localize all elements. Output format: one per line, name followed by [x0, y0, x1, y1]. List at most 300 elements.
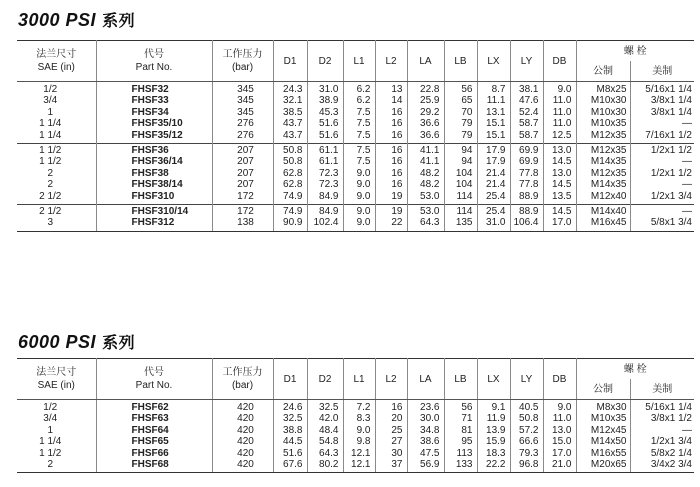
cell-imperial: —: [630, 156, 694, 167]
section-title-suffix: 系列: [96, 11, 136, 30]
table-row: [17, 191, 694, 205]
row-group: [17, 82, 694, 144]
cell-pressure: 420: [212, 459, 273, 473]
cell-lb: 114: [444, 191, 477, 205]
cell-imperial: 1/2x1 1/2: [630, 144, 694, 157]
cell-l1: 9.0: [343, 179, 375, 190]
cell-l1: 9.8: [343, 436, 375, 447]
header-l1: L1: [343, 41, 375, 82]
cell-pressure: 138: [212, 217, 273, 231]
cell-l1: 9.0: [343, 168, 375, 179]
header-pressure: [212, 359, 273, 400]
cell-lb: 70: [444, 107, 477, 118]
cell-size: 1/2: [17, 82, 96, 96]
cell-la: 64.3: [407, 217, 444, 231]
cell-pressure: 420: [212, 413, 273, 424]
header-size: [17, 41, 96, 82]
cell-d1: 67.6: [273, 459, 307, 473]
cell-part: FHSF36/14: [96, 156, 212, 167]
row-group: [17, 144, 694, 205]
table-row: [17, 130, 694, 144]
cell-la: 48.2: [407, 179, 444, 190]
table-row: [17, 107, 694, 118]
cell-lx: 11.9: [477, 413, 510, 424]
cell-lb: 56: [444, 82, 477, 96]
cell-la: 22.8: [407, 82, 444, 96]
cell-lb: 135: [444, 217, 477, 231]
cell-imperial: 1/2x1 3/4: [630, 436, 694, 447]
cell-d1: 24.3: [273, 82, 307, 96]
cell-imperial: —: [630, 118, 694, 129]
header-imperial: 美制: [630, 379, 694, 400]
cell-lx: 15.1: [477, 130, 510, 144]
section-title-6000: [18, 330, 135, 353]
header-d1: D1: [273, 41, 307, 82]
cell-imperial: 1/2x1 3/4: [630, 191, 694, 205]
cell-db: 11.0: [543, 95, 576, 106]
cell-part: FHSF38: [96, 168, 212, 179]
table-row: [17, 156, 694, 167]
cell-l2: 16: [375, 156, 407, 167]
cell-db: 11.0: [543, 107, 576, 118]
cell-pressure: 420: [212, 400, 273, 414]
cell-size: 2 1/2: [17, 205, 96, 218]
cell-d1: 50.8: [273, 156, 307, 167]
header-size: [17, 359, 96, 400]
cell-pressure: 172: [212, 191, 273, 205]
cell-d1: 24.6: [273, 400, 307, 414]
cell-l2: 14: [375, 95, 407, 106]
cell-metric: M8x30: [576, 400, 630, 414]
cell-metric: M16x55: [576, 448, 630, 459]
cell-lb: 81: [444, 425, 477, 436]
cell-size: 2: [17, 459, 96, 473]
cell-d2: 84.9: [307, 191, 343, 205]
cell-db: 13.0: [543, 425, 576, 436]
cell-l2: 16: [375, 400, 407, 414]
cell-ly: 88.9: [510, 205, 543, 218]
header-bolt: 螺 栓: [576, 41, 694, 62]
cell-lx: 17.9: [477, 156, 510, 167]
header-pressure-cn: 工作压力: [222, 367, 263, 378]
table-row: [17, 144, 694, 157]
header-pressure-en: (bar): [231, 62, 254, 73]
cell-d1: 38.8: [273, 425, 307, 436]
cell-lx: 15.1: [477, 118, 510, 129]
header-metric: 公制: [576, 61, 630, 82]
cell-lb: 104: [444, 168, 477, 179]
cell-la: 34.8: [407, 425, 444, 436]
cell-metric: M16x45: [576, 217, 630, 231]
cell-part: FHSF63: [96, 413, 212, 424]
cell-pressure: 420: [212, 436, 273, 447]
cell-pressure: 276: [212, 118, 273, 129]
cell-pressure: 420: [212, 425, 273, 436]
cell-d2: 54.8: [307, 436, 343, 447]
header-ly: LY: [510, 41, 543, 82]
cell-size: 2: [17, 168, 96, 179]
cell-part: FHSF62: [96, 400, 212, 414]
cell-pressure: 207: [212, 144, 273, 157]
cell-lb: 56: [444, 400, 477, 414]
cell-la: 53.0: [407, 191, 444, 205]
cell-imperial: 5/16x1 1/4: [630, 82, 694, 96]
cell-l1: 7.2: [343, 400, 375, 414]
header-la: LA: [407, 41, 444, 82]
cell-size: 1: [17, 425, 96, 436]
cell-ly: 77.8: [510, 179, 543, 190]
cell-l1: 9.0: [343, 425, 375, 436]
spec-table-6000-psi: [17, 358, 694, 473]
table-row: [17, 95, 694, 106]
cell-l1: 6.2: [343, 95, 375, 106]
cell-size: 1 1/2: [17, 156, 96, 167]
cell-imperial: 5/16x1 1/4: [630, 400, 694, 414]
header-db: DB: [543, 359, 576, 400]
cell-l2: 16: [375, 144, 407, 157]
cell-db: 11.0: [543, 118, 576, 129]
cell-db: 13.0: [543, 144, 576, 157]
cell-d2: 38.9: [307, 95, 343, 106]
table-row: [17, 118, 694, 129]
cell-d2: 32.5: [307, 400, 343, 414]
header-size-cn: 法兰尺寸: [36, 49, 77, 60]
cell-l2: 30: [375, 448, 407, 459]
header-bolt: 螺 栓: [576, 359, 694, 380]
cell-db: 14.5: [543, 179, 576, 190]
cell-pressure: 207: [212, 179, 273, 190]
cell-size: 2: [17, 179, 96, 190]
cell-part: FHSF32: [96, 82, 212, 96]
cell-lx: 13.9: [477, 425, 510, 436]
cell-d1: 74.9: [273, 191, 307, 205]
cell-la: 41.1: [407, 156, 444, 167]
cell-size: 1 1/2: [17, 144, 96, 157]
cell-d1: 90.9: [273, 217, 307, 231]
cell-part: FHSF34: [96, 107, 212, 118]
header-size-cn: 法兰尺寸: [36, 367, 77, 378]
header-part: [96, 359, 212, 400]
cell-l1: 7.5: [343, 156, 375, 167]
cell-l2: 27: [375, 436, 407, 447]
cell-part: FHSF33: [96, 95, 212, 106]
cell-l1: 7.5: [343, 144, 375, 157]
cell-d2: 51.6: [307, 118, 343, 129]
cell-ly: 50.8: [510, 413, 543, 424]
header-l1: L1: [343, 359, 375, 400]
header-d2: D2: [307, 359, 343, 400]
cell-db: 17.0: [543, 217, 576, 231]
header-size-en: SAE (in): [37, 380, 75, 391]
cell-db: 14.5: [543, 205, 576, 218]
header-ly: LY: [510, 359, 543, 400]
cell-ly: 47.6: [510, 95, 543, 106]
header-pressure-en: (bar): [231, 380, 254, 391]
cell-part: FHSF68: [96, 459, 212, 473]
cell-ly: 58.7: [510, 130, 543, 144]
cell-l2: 19: [375, 191, 407, 205]
spec-table-3000-psi: [17, 40, 694, 232]
header-part-cn: 代号: [144, 49, 164, 60]
cell-d2: 31.0: [307, 82, 343, 96]
cell-l1: 9.0: [343, 205, 375, 218]
cell-metric: M10x30: [576, 95, 630, 106]
table-row: [17, 205, 694, 218]
cell-l1: 7.5: [343, 107, 375, 118]
cell-part: FHSF35/12: [96, 130, 212, 144]
cell-d2: 42.0: [307, 413, 343, 424]
cell-db: 9.0: [543, 400, 576, 414]
cell-imperial: 7/16x1 1/2: [630, 130, 694, 144]
cell-ly: 106.4: [510, 217, 543, 231]
table-row: [17, 400, 694, 414]
cell-metric: M14x40: [576, 205, 630, 218]
cell-pressure: 345: [212, 95, 273, 106]
cell-db: 17.0: [543, 448, 576, 459]
cell-l1: 9.0: [343, 217, 375, 231]
cell-imperial: 3/8x1 1/4: [630, 95, 694, 106]
cell-imperial: —: [630, 425, 694, 436]
cell-imperial: —: [630, 205, 694, 218]
cell-l1: 7.5: [343, 118, 375, 129]
table-row: [17, 82, 694, 96]
cell-la: 36.6: [407, 130, 444, 144]
cell-la: 36.6: [407, 118, 444, 129]
cell-d1: 43.7: [273, 118, 307, 129]
header-lx: LX: [477, 359, 510, 400]
cell-imperial: —: [630, 179, 694, 190]
cell-l2: 13: [375, 82, 407, 96]
header-la: LA: [407, 359, 444, 400]
cell-size: 1: [17, 107, 96, 118]
cell-lx: 21.4: [477, 179, 510, 190]
cell-l2: 20: [375, 413, 407, 424]
header-l2: L2: [375, 41, 407, 82]
cell-size: 3/4: [17, 413, 96, 424]
cell-la: 53.0: [407, 205, 444, 218]
cell-l2: 16: [375, 130, 407, 144]
cell-size: 1 1/4: [17, 436, 96, 447]
cell-d2: 80.2: [307, 459, 343, 473]
cell-metric: M12x40: [576, 191, 630, 205]
cell-metric: M12x45: [576, 425, 630, 436]
cell-metric: M8x25: [576, 82, 630, 96]
cell-ly: 69.9: [510, 144, 543, 157]
row-group: [17, 400, 694, 473]
cell-d2: 48.4: [307, 425, 343, 436]
header-part-en: Part No.: [135, 380, 173, 391]
section-title-suffix: 系列: [96, 333, 136, 352]
cell-lb: 71: [444, 413, 477, 424]
cell-lb: 95: [444, 436, 477, 447]
cell-metric: M12x35: [576, 144, 630, 157]
cell-lb: 114: [444, 205, 477, 218]
cell-ly: 77.8: [510, 168, 543, 179]
cell-size: 2 1/2: [17, 191, 96, 205]
cell-db: 15.0: [543, 436, 576, 447]
section-title-main: 6000 PSI: [18, 332, 97, 352]
cell-part: FHSF66: [96, 448, 212, 459]
cell-pressure: 207: [212, 156, 273, 167]
cell-lb: 94: [444, 156, 477, 167]
cell-imperial: 3/8x1 1/4: [630, 107, 694, 118]
header-pressure: [212, 41, 273, 82]
cell-ly: 69.9: [510, 156, 543, 167]
header-l2: L2: [375, 359, 407, 400]
cell-db: 11.0: [543, 413, 576, 424]
cell-lx: 22.2: [477, 459, 510, 473]
header-d2: D2: [307, 41, 343, 82]
cell-metric: M10x30: [576, 107, 630, 118]
cell-l2: 16: [375, 168, 407, 179]
cell-lb: 79: [444, 118, 477, 129]
cell-pressure: 420: [212, 448, 273, 459]
cell-pressure: 345: [212, 107, 273, 118]
header-lb: LB: [444, 359, 477, 400]
section-title-3000: [18, 8, 135, 31]
cell-l2: 25: [375, 425, 407, 436]
cell-ly: 79.3: [510, 448, 543, 459]
cell-l2: 16: [375, 118, 407, 129]
cell-pressure: 276: [212, 130, 273, 144]
section-title-main: 3000 PSI: [18, 10, 97, 30]
cell-part: FHSF310: [96, 191, 212, 205]
header-lb: LB: [444, 41, 477, 82]
cell-db: 9.0: [543, 82, 576, 96]
cell-la: 29.2: [407, 107, 444, 118]
cell-l2: 19: [375, 205, 407, 218]
cell-lx: 25.4: [477, 191, 510, 205]
cell-l1: 9.0: [343, 191, 375, 205]
cell-ly: 52.4: [510, 107, 543, 118]
cell-l1: 12.1: [343, 448, 375, 459]
header-lx: LX: [477, 41, 510, 82]
cell-part: FHSF65: [96, 436, 212, 447]
cell-la: 56.9: [407, 459, 444, 473]
cell-ly: 88.9: [510, 191, 543, 205]
cell-la: 47.5: [407, 448, 444, 459]
table-row: [17, 425, 694, 436]
table-row: [17, 179, 694, 190]
cell-metric: M12x35: [576, 130, 630, 144]
cell-d2: 102.4: [307, 217, 343, 231]
cell-ly: 38.1: [510, 82, 543, 96]
header-part-en: Part No.: [135, 62, 173, 73]
cell-lx: 9.1: [477, 400, 510, 414]
cell-pressure: 172: [212, 205, 273, 218]
cell-part: FHSF38/14: [96, 179, 212, 190]
cell-la: 23.6: [407, 400, 444, 414]
cell-l1: 12.1: [343, 459, 375, 473]
header-part: [96, 41, 212, 82]
table-row: [17, 413, 694, 424]
cell-lb: 133: [444, 459, 477, 473]
cell-db: 12.5: [543, 130, 576, 144]
table-row: [17, 168, 694, 179]
cell-d1: 44.5: [273, 436, 307, 447]
cell-metric: M12x35: [576, 168, 630, 179]
cell-l2: 16: [375, 107, 407, 118]
cell-l2: 16: [375, 179, 407, 190]
cell-db: 13.0: [543, 168, 576, 179]
cell-part: FHSF36: [96, 144, 212, 157]
header-d1: D1: [273, 359, 307, 400]
cell-lb: 113: [444, 448, 477, 459]
cell-la: 38.6: [407, 436, 444, 447]
header-metric: 公制: [576, 379, 630, 400]
cell-size: 1 1/2: [17, 448, 96, 459]
cell-part: FHSF310/14: [96, 205, 212, 218]
cell-metric: M10x35: [576, 118, 630, 129]
cell-lx: 13.1: [477, 107, 510, 118]
cell-lx: 31.0: [477, 217, 510, 231]
cell-part: FHSF35/10: [96, 118, 212, 129]
cell-imperial: 5/8x1 3/4: [630, 217, 694, 231]
cell-d1: 51.6: [273, 448, 307, 459]
cell-imperial: 3/4x2 3/4: [630, 459, 694, 473]
cell-size: 3: [17, 217, 96, 231]
cell-d2: 45.3: [307, 107, 343, 118]
cell-db: 21.0: [543, 459, 576, 473]
cell-la: 41.1: [407, 144, 444, 157]
cell-pressure: 345: [212, 82, 273, 96]
cell-lb: 94: [444, 144, 477, 157]
header-pressure-cn: 工作压力: [222, 49, 263, 60]
cell-lx: 15.9: [477, 436, 510, 447]
header-part-cn: 代号: [144, 367, 164, 378]
cell-ly: 40.5: [510, 400, 543, 414]
cell-lx: 8.7: [477, 82, 510, 96]
table-row: [17, 436, 694, 447]
cell-part: FHSF312: [96, 217, 212, 231]
cell-d2: 84.9: [307, 205, 343, 218]
cell-imperial: 3/8x1 1/2: [630, 413, 694, 424]
cell-l2: 37: [375, 459, 407, 473]
cell-la: 25.9: [407, 95, 444, 106]
cell-d2: 61.1: [307, 156, 343, 167]
cell-ly: 58.7: [510, 118, 543, 129]
header-db: DB: [543, 41, 576, 82]
cell-lb: 79: [444, 130, 477, 144]
cell-d1: 32.1: [273, 95, 307, 106]
cell-lx: 17.9: [477, 144, 510, 157]
cell-d1: 50.8: [273, 144, 307, 157]
cell-metric: M20x65: [576, 459, 630, 473]
table-row: [17, 448, 694, 459]
cell-lb: 104: [444, 179, 477, 190]
cell-size: 1 1/4: [17, 130, 96, 144]
cell-metric: M14x35: [576, 156, 630, 167]
cell-d1: 32.5: [273, 413, 307, 424]
cell-lb: 65: [444, 95, 477, 106]
cell-pressure: 207: [212, 168, 273, 179]
cell-l2: 22: [375, 217, 407, 231]
cell-metric: M14x50: [576, 436, 630, 447]
cell-d1: 74.9: [273, 205, 307, 218]
cell-l1: 6.2: [343, 82, 375, 96]
cell-size: 1/2: [17, 400, 96, 414]
cell-size: 1 1/4: [17, 118, 96, 129]
cell-l1: 8.3: [343, 413, 375, 424]
cell-metric: M14x35: [576, 179, 630, 190]
cell-lx: 21.4: [477, 168, 510, 179]
table-row: [17, 217, 694, 231]
cell-lx: 25.4: [477, 205, 510, 218]
cell-l1: 7.5: [343, 130, 375, 144]
cell-imperial: 1/2x1 1/2: [630, 168, 694, 179]
header-size-en: SAE (in): [37, 62, 75, 73]
cell-d2: 51.6: [307, 130, 343, 144]
